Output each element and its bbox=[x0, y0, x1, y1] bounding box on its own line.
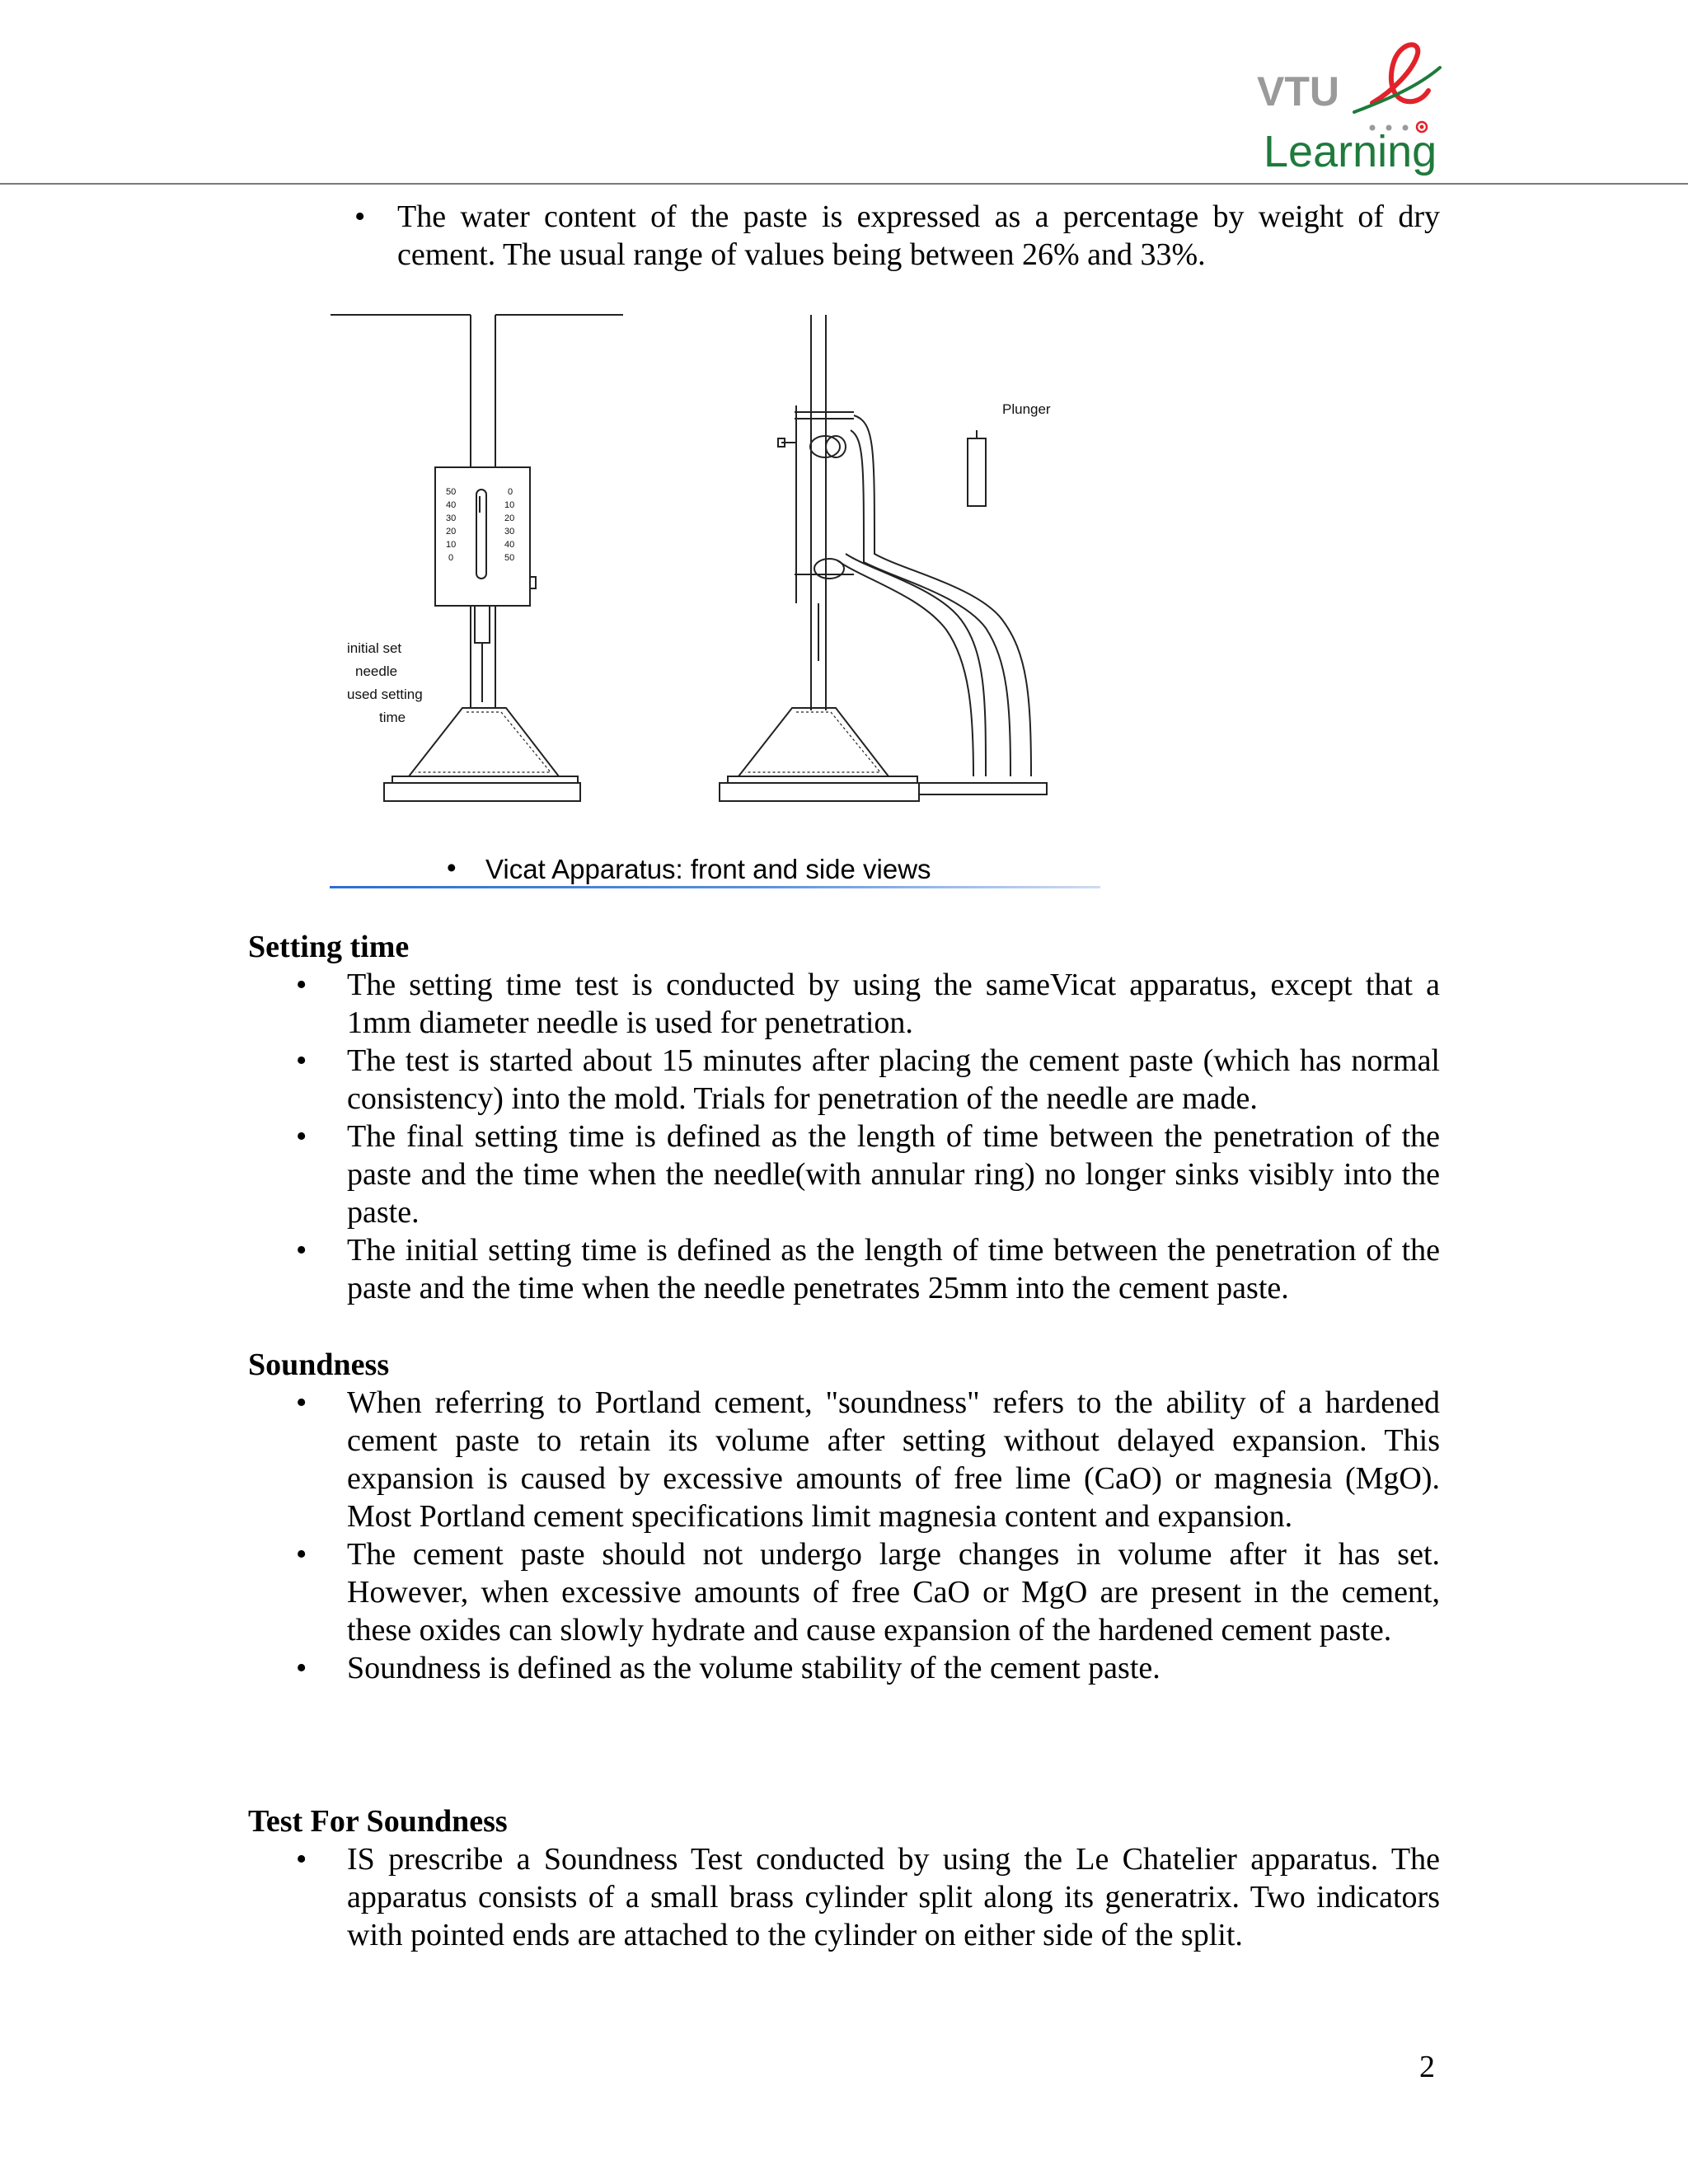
list-item bbox=[296, 1118, 1440, 1231]
logo-learning-text: Learning bbox=[1264, 127, 1437, 176]
list-item bbox=[296, 1840, 1440, 1954]
section-heading-test-for-soundness: Test For Soundness bbox=[248, 1804, 508, 1839]
vicat-apparatus-figure bbox=[326, 307, 1101, 893]
caption-bullet-icon: • bbox=[447, 852, 457, 883]
front-needle-holder bbox=[475, 606, 490, 643]
scale-left-3: 30 bbox=[446, 513, 457, 523]
list-item bbox=[296, 1649, 1440, 1687]
setting-time-list bbox=[296, 966, 1440, 1307]
side-mould bbox=[738, 708, 889, 776]
bullet-icon: • bbox=[296, 1119, 307, 1154]
scale-right-5: 40 bbox=[504, 540, 515, 550]
side-arm-inner-2 bbox=[837, 560, 973, 776]
bullet-text: The cement paste should not undergo large changes in volume after it has set. However, when excessive amounts of free CaO or MgO are present in the cement, these oxides can slowly hydrate and cause expansion of the hardened cement paste. bbox=[347, 1537, 1440, 1647]
needle-label-line-1: initial set bbox=[347, 640, 402, 656]
side-base bbox=[720, 783, 919, 801]
scale-left-6: 0 bbox=[448, 553, 454, 563]
front-base-plate bbox=[392, 776, 578, 783]
side-arm-inner bbox=[846, 554, 986, 776]
header-divider bbox=[0, 183, 1688, 185]
list-item bbox=[296, 966, 1440, 1042]
needle-label-line-4: time bbox=[379, 710, 406, 725]
soundness-list bbox=[296, 1384, 1440, 1687]
plunger bbox=[968, 438, 986, 506]
logo-vtu-text: VTU bbox=[1257, 68, 1339, 115]
bullet-icon: • bbox=[296, 1385, 307, 1420]
needle-label bbox=[347, 640, 423, 725]
bullet-icon: • bbox=[296, 1043, 307, 1078]
bullet-text: The water content of the paste is expressed as a percentage by weight of dry cement. The usual range of values being between 26% and 33%. bbox=[397, 199, 1440, 272]
list-item bbox=[296, 1042, 1440, 1118]
section-heading-setting-time: Setting time bbox=[248, 930, 410, 964]
side-base-plate bbox=[728, 776, 917, 783]
section-heading-soundness: Soundness bbox=[248, 1347, 390, 1382]
bullet-text: The test is started about 15 minutes after placing the cement paste (which has normal consistency) into the mold. Trials for penetration of the needle are made. bbox=[347, 1043, 1440, 1116]
bullet-text: The initial setting time is defined as the length of time between the penetration of the paste and the time when the needle penetrates 25mm into the cement paste. bbox=[347, 1233, 1440, 1305]
front-side-knob bbox=[530, 577, 536, 588]
list-item bbox=[296, 1231, 1440, 1307]
front-mould bbox=[409, 708, 559, 776]
page-number: 2 bbox=[1419, 2050, 1435, 2084]
scale-left-4: 20 bbox=[446, 527, 457, 537]
bullet-icon: • bbox=[296, 1651, 307, 1685]
needle-label-line-3: used setting bbox=[347, 687, 423, 702]
scale-right-1: 0 bbox=[508, 487, 513, 497]
scale-right-6: 50 bbox=[504, 553, 515, 563]
list-item bbox=[296, 1535, 1440, 1649]
side-stand-base bbox=[919, 783, 1047, 794]
needle-label-line-2: needle bbox=[355, 663, 398, 679]
figure-caption: Vicat Apparatus: front and side views bbox=[485, 854, 931, 884]
scale-right-4: 30 bbox=[504, 527, 515, 537]
bullet-text: The setting time test is conducted by using the sameVicat apparatus, except that a 1mm diameter needle is used for penetration. bbox=[347, 968, 1440, 1040]
side-view bbox=[720, 315, 1047, 801]
bullet-icon: • bbox=[296, 968, 307, 1002]
bullet-icon: • bbox=[296, 1842, 307, 1877]
bullet-icon: • bbox=[354, 199, 366, 234]
bullet-text: IS prescribe a Soundness Test conducted by using the Le Chatelier apparatus. The apparatus consists of a small brass cylinder split along its generatrix. Two indicators with pointed ends are attached to the cylinder on either side of the split. bbox=[347, 1842, 1440, 1952]
scale-right-3: 20 bbox=[504, 513, 515, 523]
list-item bbox=[296, 1384, 1440, 1535]
bullet-text: When referring to Portland cement, "soundness" refers to the ability of a hardened cement paste to retain its volume after setting without delayed expansion. This expansion is caused by excessive amounts of free lime (CaO) or magnesia (MgO). Most Portland cement specifications limit magnesia content and expansion. bbox=[347, 1385, 1440, 1534]
bullet-icon: • bbox=[296, 1537, 307, 1572]
intro-bullet-list bbox=[354, 198, 1440, 274]
bullet-text: The final setting time is defined as the length of time between the penetration of the paste and the time when the needle(with annular ring) no longer sinks visibly into the paste. bbox=[347, 1119, 1440, 1230]
front-view bbox=[331, 315, 623, 801]
scale-left-2: 40 bbox=[446, 500, 457, 510]
vtu-elearning-logo bbox=[1249, 33, 1471, 181]
front-base bbox=[384, 783, 580, 801]
scale-left-5: 10 bbox=[446, 540, 457, 550]
caption-underline bbox=[330, 886, 1100, 888]
plunger-label: Plunger bbox=[1002, 401, 1051, 417]
scale-left-1: 50 bbox=[446, 487, 457, 497]
scale-right-2: 10 bbox=[504, 500, 515, 510]
bullet-icon: • bbox=[296, 1233, 307, 1268]
test-for-soundness-list bbox=[296, 1840, 1440, 1954]
bullet-text: Soundness is defined as the volume stability of the cement paste. bbox=[347, 1651, 1160, 1685]
list-item bbox=[354, 198, 1440, 274]
